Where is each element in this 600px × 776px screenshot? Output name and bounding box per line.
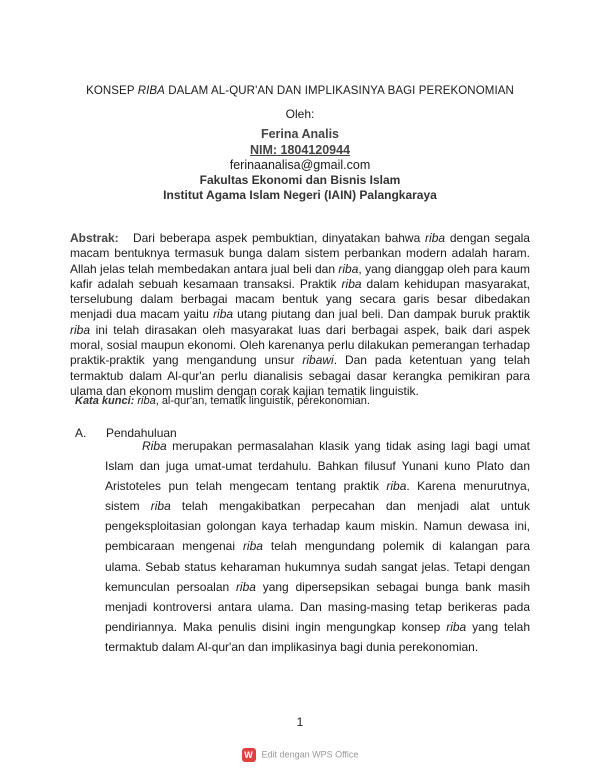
wps-watermark: W Edit dengan WPS Office	[0, 748, 600, 762]
page-number: 1	[296, 715, 304, 729]
section-title: Pendahuluan	[106, 426, 177, 440]
abstract: Abstrak: Dari beberapa aspek pembuktian, dinyatakan bahwa riba dengan segala macam bentuknya termasuk bunga dalam sistem perbankan modern adalah haram. Allah jelas telah membedakan antara jual beli dan riba, yang dianggap oleh para kaum kafir adalah sebuah kesamaan transaksi. Praktik riba dalam kehidupan masyarakat, terselubung dalam berbagai macam bentuk yang secara garis besar dibedakan menjadi dua macam yaitu riba utang piutang dan jual beli. Dan dampak buruk praktik riba ini telah dirasakan oleh masyarakat luas dari berbagai aspek, baik dari aspek moral, sosial maupun ekonomi. Oleh karenanya perlu dilakukan pemerangan terhadap praktik-praktik yang mengandung unsur ribawi. Dan pada ketentuan yang telah termaktub dalam Al-qur'an perlu dianalisis sebagai dasar kerangka pemikiran para ulama dan ekonom muslim dengan corak kajian tematik linguistik.	[70, 231, 530, 398]
intro-paragraph: Riba merupakan permasalahan klasik yang tidak asing lagi bagi umat Islam dan juga umat-umat terdahulu. Bahkan filusuf Yunani kuno Plato dan Aristoteles pun telah mengecam tentang praktik riba. Karena menurutnya, sistem riba telah mengakibatkan perpecahan dan menjadi alat untuk pengeksploitasian golongan kaya terhadap kaum miskin. Namun dewasa ini, pembicaraan mengenai riba telah mengundang polemik di kalangan para ulama. Sebab status keharaman hukumnya sudah sangat jelas. Tetapi dengan kemunculan persoalan riba yang dipersepsikan sebagai bunga bank masih menjadi kontroversi antara ulama. Dan masing-masing tetap berikeras pada pendiriannya. Maka penulis disini ingin mengungkap konsep riba yang telah termaktub dalam Al-qur'an dan implikasinya bagi dunia perekonomian.	[105, 439, 531, 654]
by-line: Oleh:	[285, 107, 315, 121]
abstract-label: Abstrak:	[70, 231, 119, 245]
author-email: ferinaanalisa@gmail.com	[229, 158, 371, 172]
faculty: Fakultas Ekonomi dan Bisnis Islam	[199, 173, 401, 187]
student-id: NIM: 1804120944	[249, 143, 351, 157]
keywords: Kata kunci: riba, al-qur'an, tematik linguistik, perekonomian.	[75, 395, 370, 407]
institution: Institut Agama Islam Negeri (IAIN) Palangkaraya	[163, 188, 437, 202]
document-title: KONSEP RIBA DALAM AL-QUR'AN DAN IMPLIKASINYA BAGI PEREKONOMIAN	[86, 85, 514, 97]
keywords-label: Kata kunci:	[75, 395, 135, 407]
author-name: Ferina Analis	[260, 127, 340, 141]
wps-logo-icon: W	[242, 748, 256, 762]
section-number: A.	[75, 426, 87, 440]
